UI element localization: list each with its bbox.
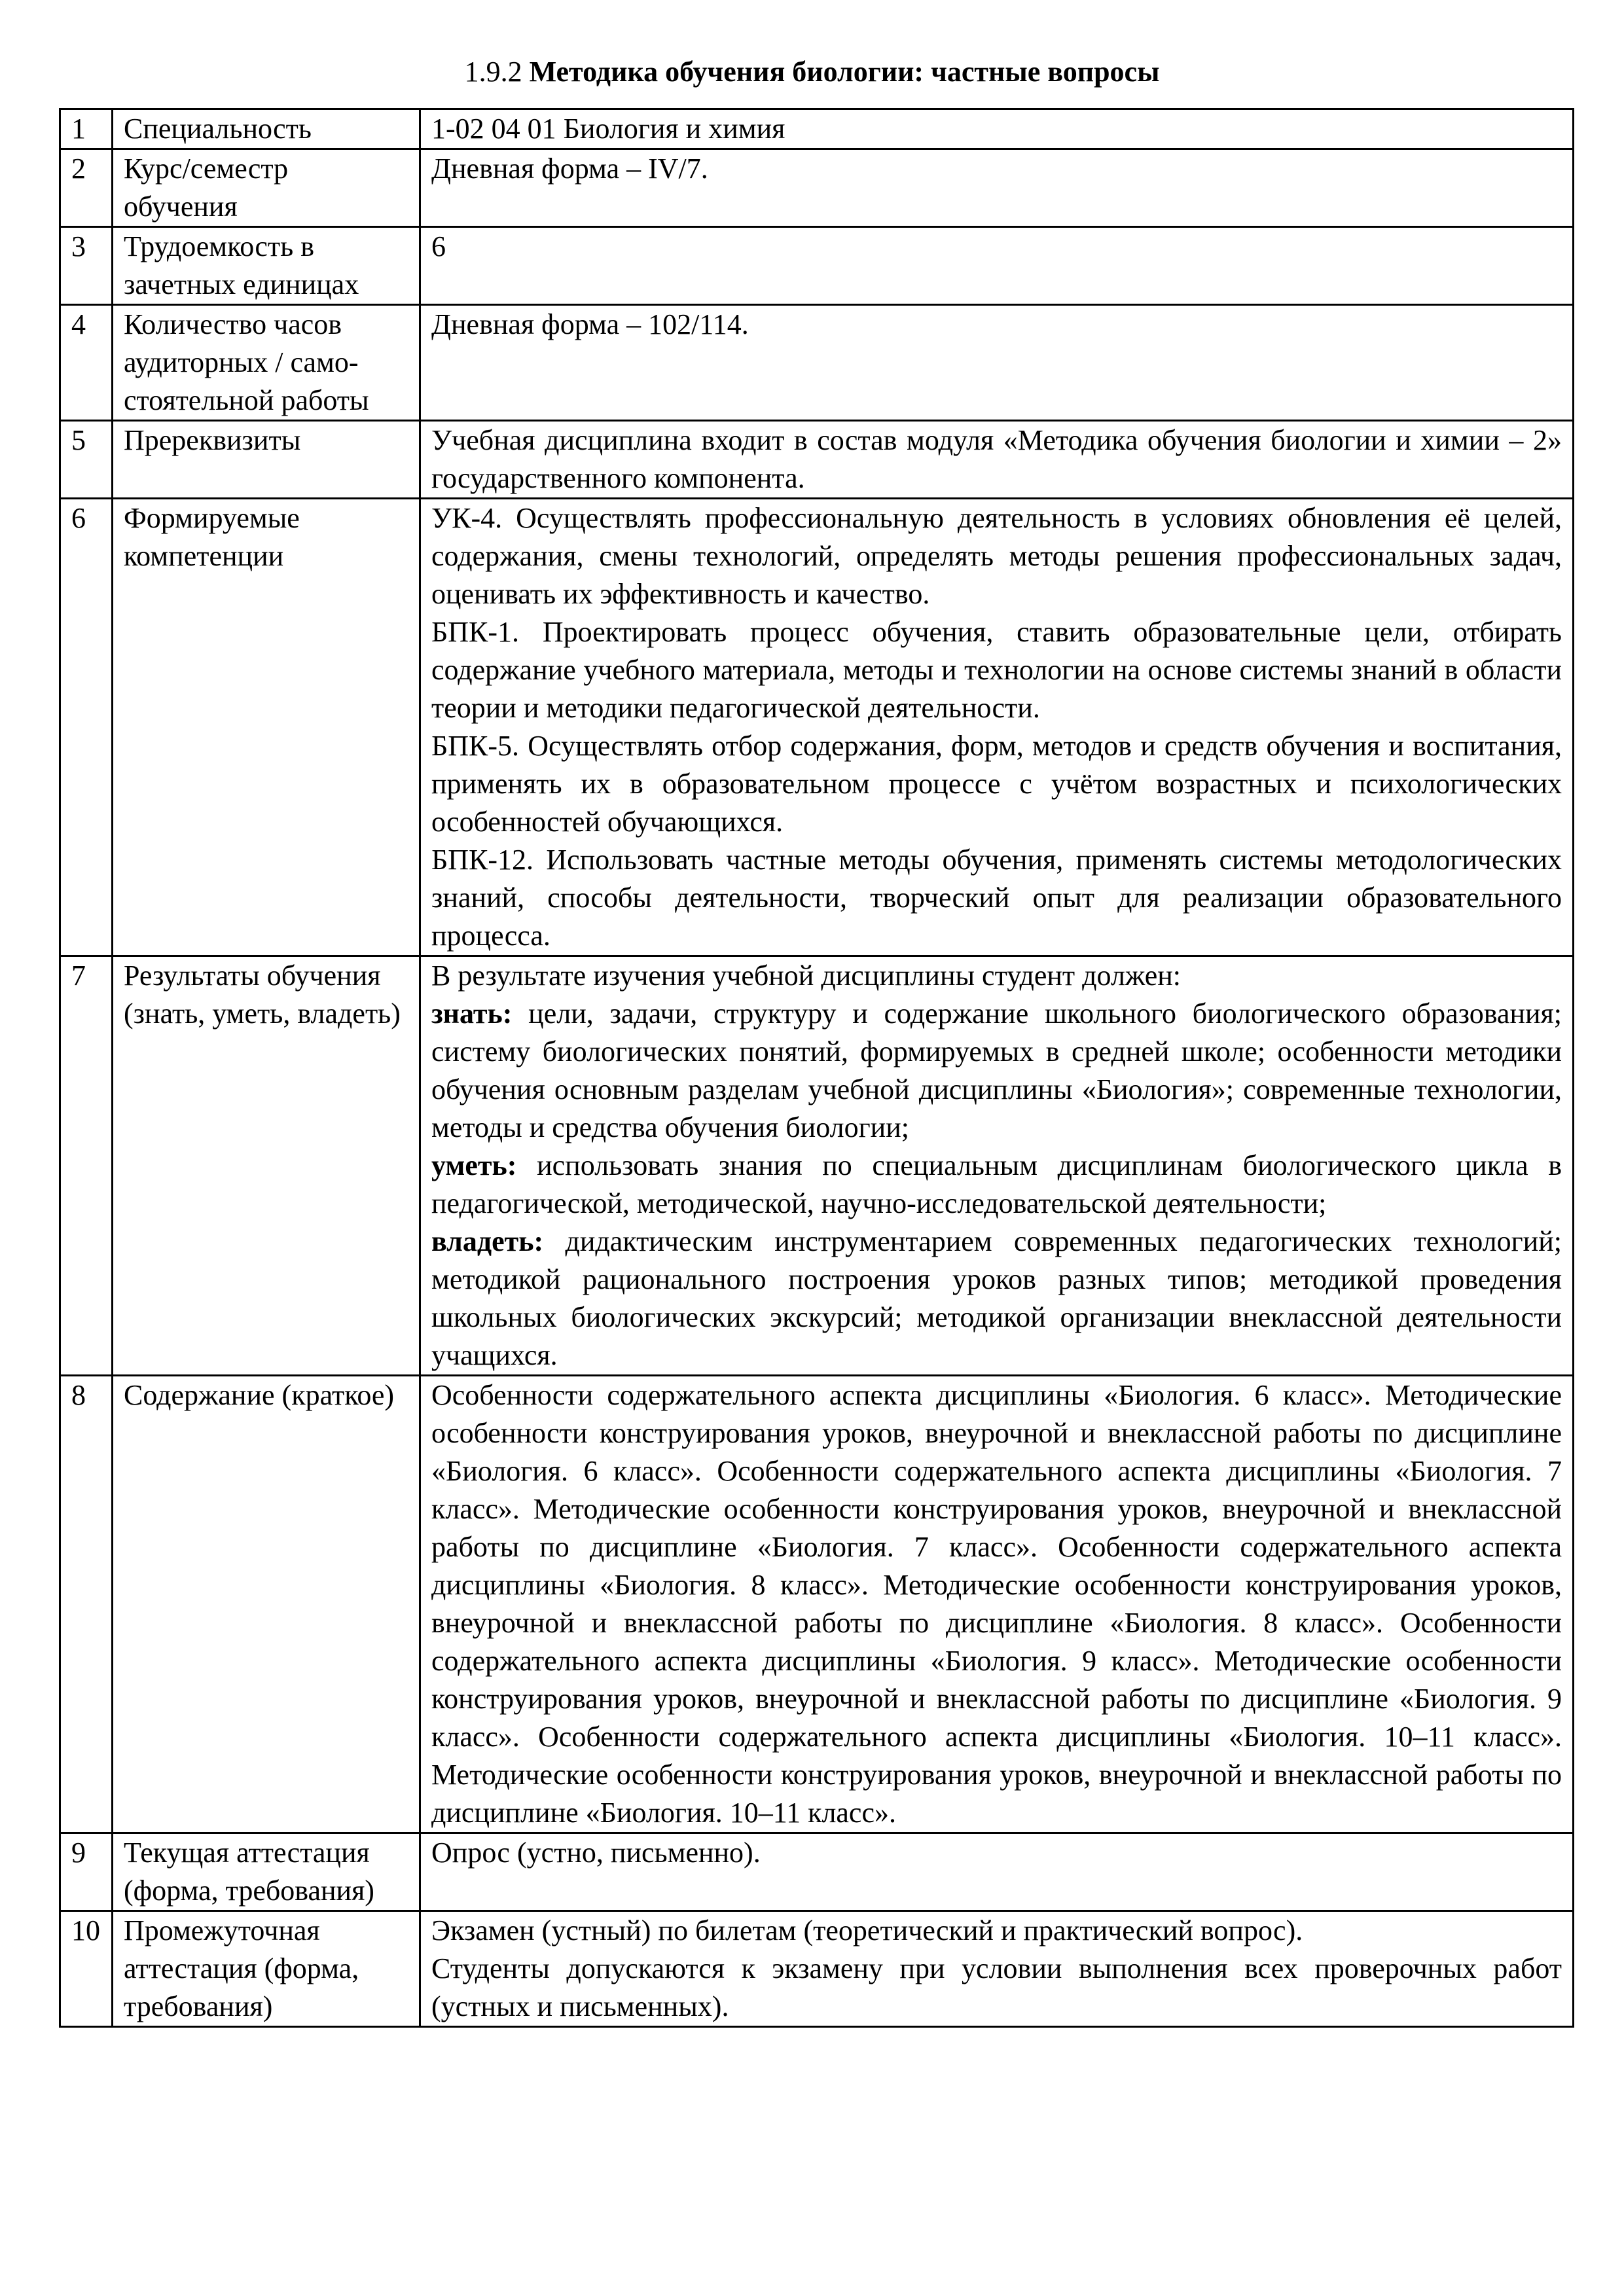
able-keyword: уметь: (431, 1149, 517, 1181)
know-keyword: знать: (431, 997, 513, 1030)
assessment-cell (420, 1911, 1574, 2027)
row-label: Промежуточная аттестация (форма, требования) (113, 1911, 420, 2027)
competency-bpk1: БПК-1. Проектировать процесс обучения, ставить образовательные цели, отбирать содержание учебного материала, методы и технологии на основе системы знаний в области теории и методики педагогической деятельности. (431, 616, 1562, 724)
own-text: дидактическим инструментарием современных педагогических технологий; методикой рационального построения уроков разных типов; методикой проведения школьных биологических экскурсий; методикой организации внеклассной деятельности учащихся. (431, 1225, 1562, 1371)
outcomes-own (431, 1223, 1562, 1374)
course-info-table (59, 108, 1574, 2028)
competency-bpk12: БПК-12. Использовать частные методы обучения, применять системы методологических знаний, способы деятельности, творческий опыт для реализации образовательного процесса. (431, 844, 1562, 952)
row-number: 6 (60, 499, 113, 956)
row-value: Дневная форма – IV/7. (420, 149, 1574, 227)
row-label: Результаты обучения (знать, уметь, владеть) (113, 956, 420, 1376)
table-row (60, 109, 1574, 149)
row-number: 4 (60, 305, 113, 421)
table-row (60, 1376, 1574, 1833)
competencies-cell (420, 499, 1574, 956)
table-row (60, 1833, 1574, 1911)
learning-outcomes-cell (420, 956, 1574, 1376)
title-text: Методика обучения биологии: частные вопросы (529, 56, 1160, 88)
title-number: 1.9.2 (464, 56, 522, 88)
document-title (0, 54, 1624, 90)
row-number: 8 (60, 1376, 113, 1833)
competency-uk4: УК-4. Осуществлять профессиональную деятельность в условиях обновления её целей, содержания, смены технологий, определять методы решения профессиональных задач, оценивать их эффективность и качество. (431, 502, 1562, 610)
competency-bpk5: БПК-5. Осуществлять отбор содержания, форм, методов и средств обучения и воспитания, применять их в образовательном процессе с учётом возрастных и психологических особенностей обучающихся. (431, 730, 1562, 838)
row-number: 3 (60, 227, 113, 305)
row-label: Текущая аттестация (форма, требования) (113, 1833, 420, 1911)
row-number: 1 (60, 109, 113, 149)
row-value: Опрос (устно, письменно). (420, 1833, 1574, 1911)
row-label: Трудоемкость в зачетных единицах (113, 227, 420, 305)
table-row (60, 956, 1574, 1376)
table-row (60, 1911, 1574, 2027)
exam-admission: Студенты допускаются к экзамену при условии выполнения всех проверочных работ (устных и письменных). (431, 1952, 1562, 2022)
row-label: Курс/семестр обучения (113, 149, 420, 227)
able-text: использовать знания по специальным дисциплинам биологического цикла в педагогической, методической, научно-исследовательской деятельности; (431, 1149, 1562, 1219)
table-row (60, 305, 1574, 421)
outcomes-intro: В результате изучения учебной дисциплины студент должен: (431, 960, 1182, 992)
row-label: Пререквизиты (113, 421, 420, 499)
row-value: 1-02 04 01 Биология и химия (420, 109, 1574, 149)
own-keyword: владеть: (431, 1225, 544, 1257)
row-label: Количество часов аудиторных / само-стоятельной работы (113, 305, 420, 421)
know-text: цели, задачи, структуру и содержание школьного биологического образования; систему биологических понятий, формируемых в средней школе; особенности методики обучения основным разделам учебной дисциплины «Биология»; современные технологии, методы и средства обучения биологии; (431, 997, 1562, 1143)
table-row (60, 499, 1574, 956)
table-row (60, 149, 1574, 227)
table-row (60, 421, 1574, 499)
outcomes-know (431, 995, 1562, 1147)
outcomes-able (431, 1147, 1562, 1223)
row-label: Содержание (краткое) (113, 1376, 420, 1833)
table-row (60, 227, 1574, 305)
row-number: 9 (60, 1833, 113, 1911)
row-value: Дневная форма – 102/114. (420, 305, 1574, 421)
row-value: Особенности содержательного аспекта дисциплины «Биология. 6 класс». Методические особенности конструирования уроков, внеурочной и внеклассной работы по дисциплине «Биология. 6 класс». Особенности содержательного аспекта дисциплины «Биология. 7 класс». Методические особенности конструирования уроков, внеурочной и внеклассной работы по дисциплине «Биология. 7 класс». Особенности содержательного аспекта дисциплины «Биология. 8 класс». Методические особенности конструирования уроков, внеурочной и внеклассной работы по дисциплине «Биология. 8 класс». Особенности содержательного аспекта дисциплины «Биология. 9 класс». Методические особенности конструирования уроков, внеурочной и внеклассной работы по дисциплине «Биология. 9 класс». Особенности содержательного аспекта дисциплины «Биология. 10–11 класс». Методические особенности конструирования уроков, внеурочной и внеклассной работы по дисциплине «Биология. 10–11 класс». (420, 1376, 1574, 1833)
row-number: 7 (60, 956, 113, 1376)
row-value: 6 (420, 227, 1574, 305)
row-label: Специальность (113, 109, 420, 149)
row-number: 2 (60, 149, 113, 227)
row-number: 10 (60, 1911, 113, 2027)
exam-format: Экзамен (устный) по билетам (теоретический и практический вопрос). (431, 1914, 1303, 1946)
row-number: 5 (60, 421, 113, 499)
row-label: Формируемые компетенции (113, 499, 420, 956)
row-value: Учебная дисциплина входит в состав модуля «Методика обучения биологии и химии – 2» государственного компонента. (420, 421, 1574, 499)
